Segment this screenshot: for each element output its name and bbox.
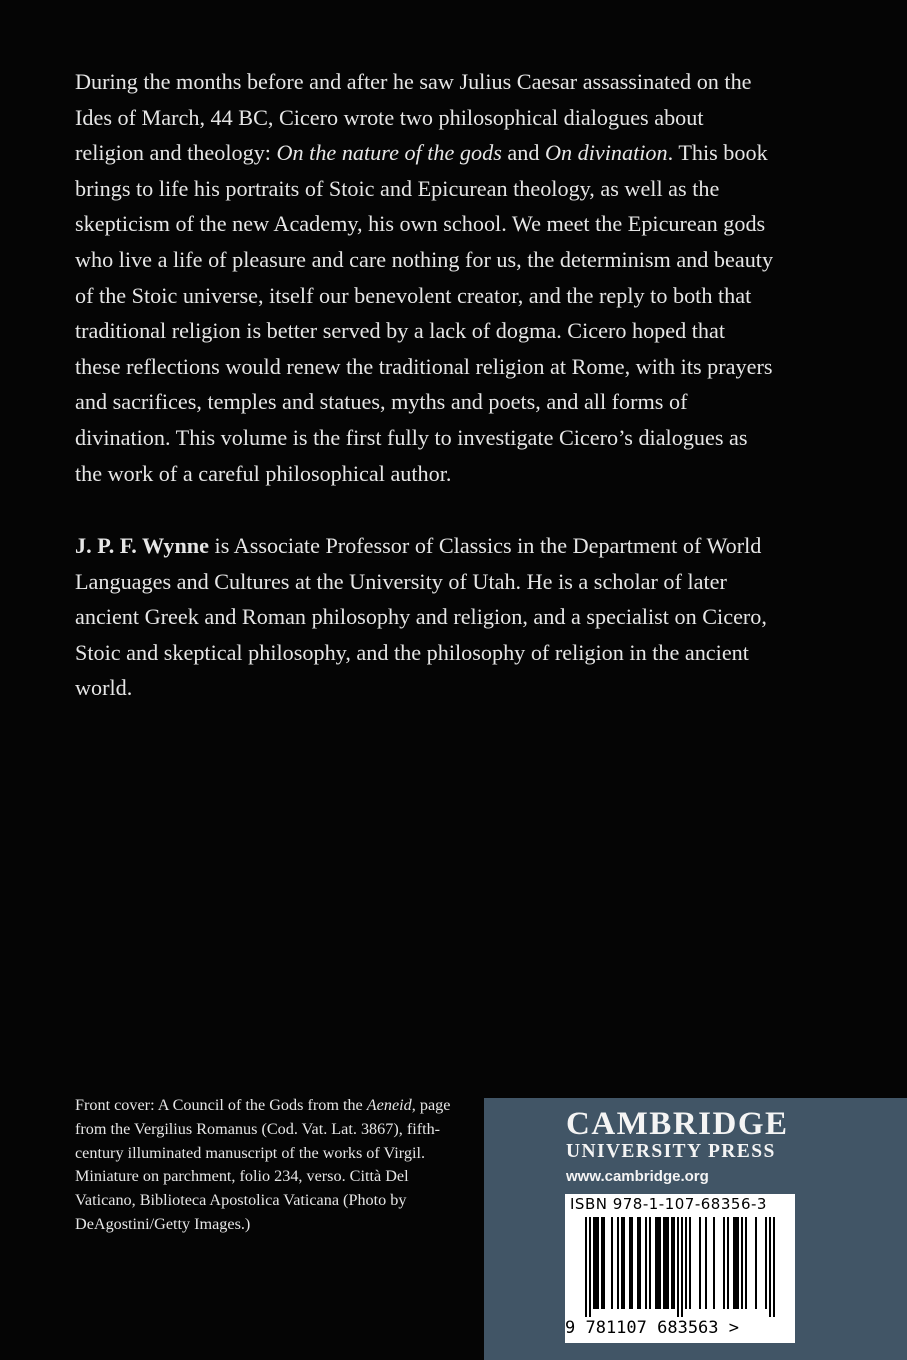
title-nature-of-gods: On the nature of the gods — [276, 140, 502, 166]
barcode-bar — [649, 1217, 651, 1309]
barcode-bar — [705, 1217, 707, 1309]
barcode-bar — [681, 1217, 683, 1317]
description-text-3: . This book brings to life his portraits of Stoic and Epicurean theology, as well as the skepticism of the new Academy, his own school. We meet the Epicurean gods who live a life of pleasure and care nothing for us, the determinism and beauty of the Stoic universe, itself our benevolent creator, and the reply to both that traditional religion is better served by a lack of dogma. Cicero hoped that these reflections would renew the traditional religion at Rome, with its prayers and sacrifices, temples and statues, myths and poets, and all forms of divination. This volume is the first fully to investigate Cicero’s dialogues as the work of a careful philosophical author. — [75, 140, 774, 486]
barcode-bar — [733, 1217, 735, 1309]
barcode-bar — [639, 1217, 641, 1309]
barcode-bar — [637, 1217, 639, 1309]
barcode-bar — [765, 1217, 767, 1309]
barcode-bar — [659, 1217, 661, 1309]
barcode-bar — [629, 1217, 631, 1309]
author-bio-text: is Associate Professor of Classics in the Department of World Languages and Cultures at the University of Utah. He is a scholar of later ancient Greek and Roman philosophy and religion, and a specialist on Cicero, Stoic and skeptical philosophy, and the philosophy of religion in the ancient world. — [75, 533, 767, 701]
barcode-bar — [595, 1217, 597, 1309]
barcode-icon — [579, 1217, 781, 1317]
barcode-bar — [769, 1217, 771, 1317]
barcode-bar — [723, 1217, 725, 1309]
author-name: J. P. F. Wynne — [75, 533, 209, 558]
barcode-bar — [621, 1217, 623, 1309]
publisher-name: CAMBRIDGE — [566, 1106, 789, 1142]
barcode-bar — [597, 1217, 599, 1309]
barcode-bar — [699, 1217, 701, 1309]
cover-credit-text-1: Front cover: A Council of the Gods from the — [75, 1096, 367, 1114]
author-bio — [75, 528, 775, 706]
publisher-url: www.cambridge.org — [566, 1168, 709, 1185]
barcode-bar — [713, 1217, 715, 1309]
barcode-bar — [727, 1217, 729, 1309]
barcode-bar — [611, 1217, 613, 1309]
publisher-box — [484, 1098, 907, 1360]
barcode-bar — [657, 1217, 659, 1309]
book-description — [75, 64, 775, 491]
barcode-bar — [741, 1217, 743, 1309]
barcode-bar — [655, 1217, 657, 1309]
barcode-bar — [589, 1217, 591, 1317]
barcode-bar — [601, 1217, 603, 1309]
barcode-bar — [623, 1217, 625, 1309]
publisher-subtitle: UNIVERSITY PRESS — [566, 1141, 776, 1162]
barcode-digits: 9 781107 683563 > — [565, 1318, 739, 1338]
title-on-divination: On divination — [544, 140, 668, 166]
barcode-card — [565, 1194, 795, 1343]
barcode-bar — [689, 1217, 691, 1309]
barcode-bar — [665, 1217, 667, 1309]
cover-credit-text-2: , page from the Vergilius Romanus (Cod. Vat. Lat. 3867), fifth-century illuminated manuscript of the works of Virgil. Miniature on parchment, folio 234, verso. Città Del Vaticano, Biblioteca Apostolica Vaticana (Photo by DeAgostini/Getty Images.) — [75, 1096, 451, 1233]
barcode-bar — [585, 1217, 587, 1317]
barcode-bar — [603, 1217, 605, 1309]
barcode-bar — [593, 1217, 595, 1309]
barcode-bar — [737, 1217, 739, 1309]
barcode-bar — [685, 1217, 687, 1309]
cover-credit-work-title: Aeneid — [366, 1096, 412, 1114]
barcode-bar — [755, 1217, 757, 1309]
barcode-bar — [667, 1217, 669, 1309]
barcode-bar — [617, 1217, 619, 1309]
barcode-bar — [631, 1217, 633, 1309]
description-text-1: During the months before and after he saw Julius Caesar assassinated on the Ides of March, 44 BC, Cicero wrote two philosophical dialogues about religion and theology: — [75, 69, 752, 166]
barcode-bar — [745, 1217, 747, 1309]
description-text-2: and — [501, 140, 545, 166]
isbn-label: ISBN 978-1-107-68356-3 — [570, 1195, 767, 1213]
barcode-bar — [735, 1217, 737, 1309]
barcode-bar — [663, 1217, 665, 1309]
barcode-bar — [671, 1217, 673, 1309]
barcode-bar — [645, 1217, 647, 1309]
barcode-bar — [773, 1217, 775, 1317]
cover-credit — [75, 1094, 470, 1237]
barcode-bar — [673, 1217, 675, 1309]
barcode-bar — [677, 1217, 679, 1317]
